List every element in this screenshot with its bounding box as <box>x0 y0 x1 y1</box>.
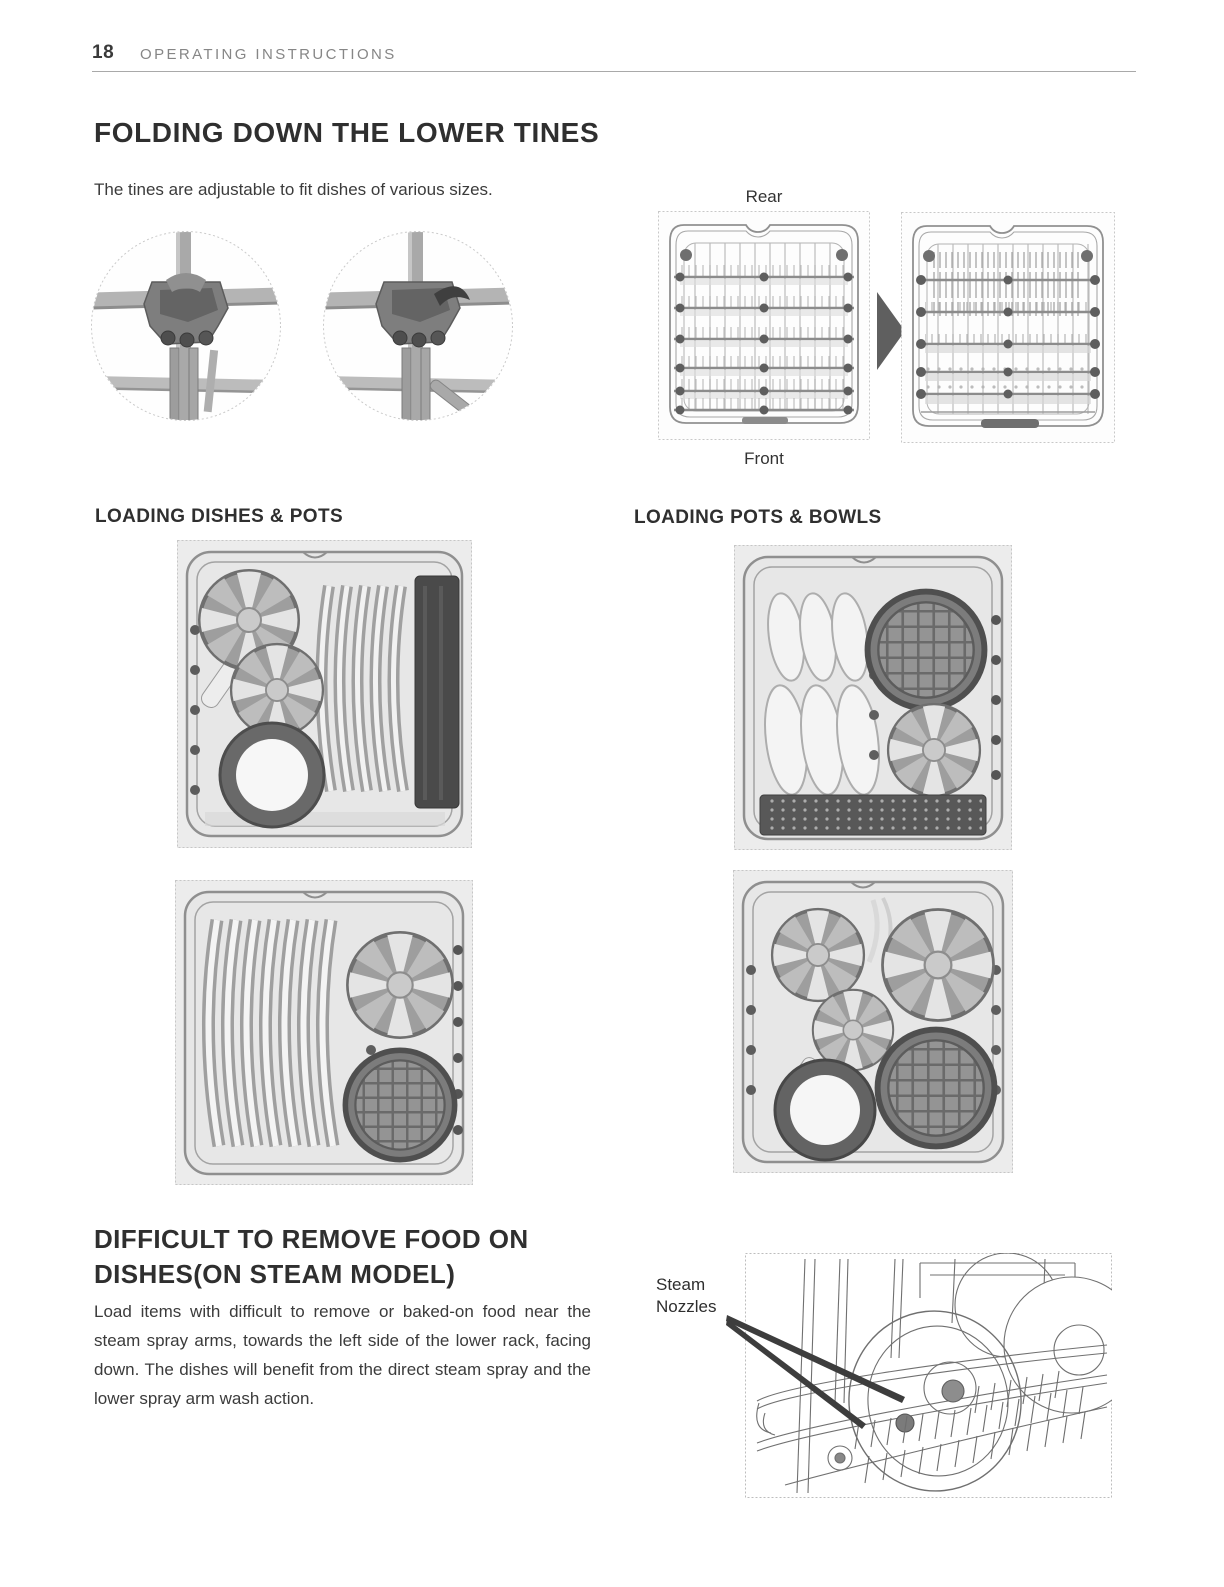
silverware-basket <box>760 795 986 835</box>
rack-diagram-tines-folded <box>901 212 1115 443</box>
photo-loading-pots-bowls-1 <box>734 545 1012 850</box>
steam-nozzles-illustration <box>745 1253 1112 1498</box>
pot-top-right <box>868 592 985 709</box>
colander-bottom-right <box>345 1050 454 1159</box>
pan-center <box>813 990 892 1069</box>
photo-loading-dishes-pots-1 <box>177 540 472 848</box>
steam-body-text: Load items with difficult to remove or baked-on food near the steam spray arms, towards the left side of the lower rack, facing down. The dishes will benefit from the direct steam spray and the lower spray arm wash action. <box>94 1302 591 1408</box>
colander-bottom-right <box>878 1030 995 1147</box>
tine-mechanism-photo-folded <box>322 230 514 422</box>
steam-nozzles-callout: Steam Nozzles <box>656 1275 717 1316</box>
rack-label-rear: Rear <box>745 187 783 206</box>
section-heading-folding-tines: FOLDING DOWN THE LOWER TINES <box>94 117 600 148</box>
folding-tines-intro: The tines are adjustable to fit dishes of various sizes. <box>94 180 493 199</box>
pan-top-right <box>348 933 452 1037</box>
heading-loading-pots-bowls: LOADING POTS & BOWLS <box>634 507 882 528</box>
pan-bottom-right <box>889 705 979 795</box>
photo-loading-pots-bowls-2 <box>733 870 1013 1173</box>
rack-label-front: Front <box>744 449 784 468</box>
heading-loading-dishes-pots: LOADING DISHES & POTS <box>95 506 344 527</box>
page-number: 18 <box>92 42 115 63</box>
pan-top-left <box>773 910 863 1000</box>
rack-diagram-tines-up <box>658 211 870 440</box>
running-header-title: OPERATING INSTRUCTIONS <box>140 46 397 63</box>
pan-top-right <box>883 910 992 1019</box>
pan-middle-left <box>232 645 322 735</box>
tine-mechanism-photo-upright <box>90 230 282 422</box>
header-rule <box>92 71 1136 72</box>
section-heading-steam: DIFFICULT TO REMOVE FOOD ON DISHES(ON STEAM MODEL) <box>94 1224 529 1289</box>
photo-loading-dishes-pots-2 <box>175 880 473 1185</box>
